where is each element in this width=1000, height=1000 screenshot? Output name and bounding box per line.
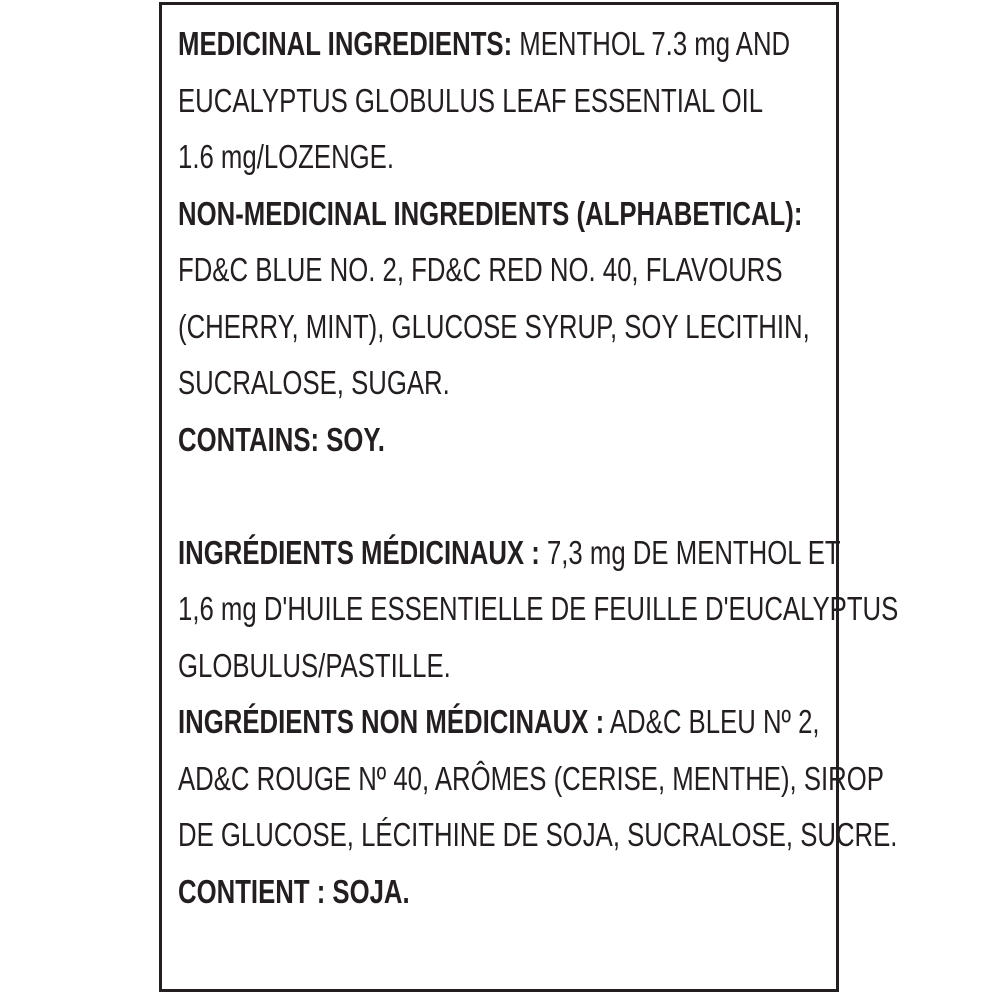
- en-allergen-statement: CONTAINS: SOY.: [178, 420, 385, 458]
- fr-medicinal-heading: INGRÉDIENTS MÉDICINAUX :: [178, 533, 540, 571]
- en-medicinal-line-3: 1.6 mg/LOZENGE.: [178, 138, 395, 175]
- fr-medicinal-text-1: 7,3 mg DE MENTHOL ET: [539, 533, 841, 571]
- fr-medicinal-line-2: 1,6 mg D'HUILE ESSENTIELLE DE FEUILLE D'EUCALYPTUS: [178, 590, 899, 627]
- fr-non-medicinal-text-1: AD&C BLEU Nº 2,: [604, 703, 820, 740]
- en-medicinal-line-2: EUCALYPTUS GLOBULUS LEAF ESSENTIAL OIL: [178, 81, 764, 119]
- ingredients-text-block: [178, 16, 899, 920]
- en-non-medicinal-heading: NON-MEDICINAL INGREDIENTS (ALPHABETICAL):: [178, 194, 803, 232]
- fr-non-medicinal-line-3: DE GLUCOSE, LÉCITHINE DE SOJA, SUCRALOSE, SUCRE.: [178, 816, 898, 853]
- en-medicinal-heading: MEDICINAL INGREDIENTS:: [178, 25, 513, 62]
- en-non-medicinal-line-2: (CHERRY, MINT), GLUCOSE SYRUP, SOY LECITHIN,: [178, 307, 810, 345]
- fr-allergen-statement: CONTIENT : SOJA.: [178, 872, 410, 910]
- fr-non-medicinal-line-2: AD&C ROUGE Nº 40, ARÔMES (CERISE, MENTHE), SIROP: [178, 759, 884, 797]
- fr-non-medicinal-line-1: [178, 694, 825, 751]
- fr-medicinal-line-1: [178, 525, 841, 582]
- en-medicinal-text-1: MENTHOL 7.3 mg AND: [512, 25, 791, 62]
- ingredients-label-panel: [159, 2, 899, 992]
- fr-medicinal-line-3: GLOBULUS/PASTILLE.: [178, 646, 451, 684]
- en-non-medicinal-line-3: SUCRALOSE, SUGAR.: [178, 364, 450, 401]
- fr-non-medicinal-heading: INGRÉDIENTS NON MÉDICINAUX :: [178, 703, 605, 740]
- en-medicinal-line-1: [178, 16, 825, 73]
- en-non-medicinal-line-1: FD&C BLUE NO. 2, FD&C RED NO. 40, FLAVOURS: [178, 251, 783, 288]
- section-spacer: [178, 468, 825, 525]
